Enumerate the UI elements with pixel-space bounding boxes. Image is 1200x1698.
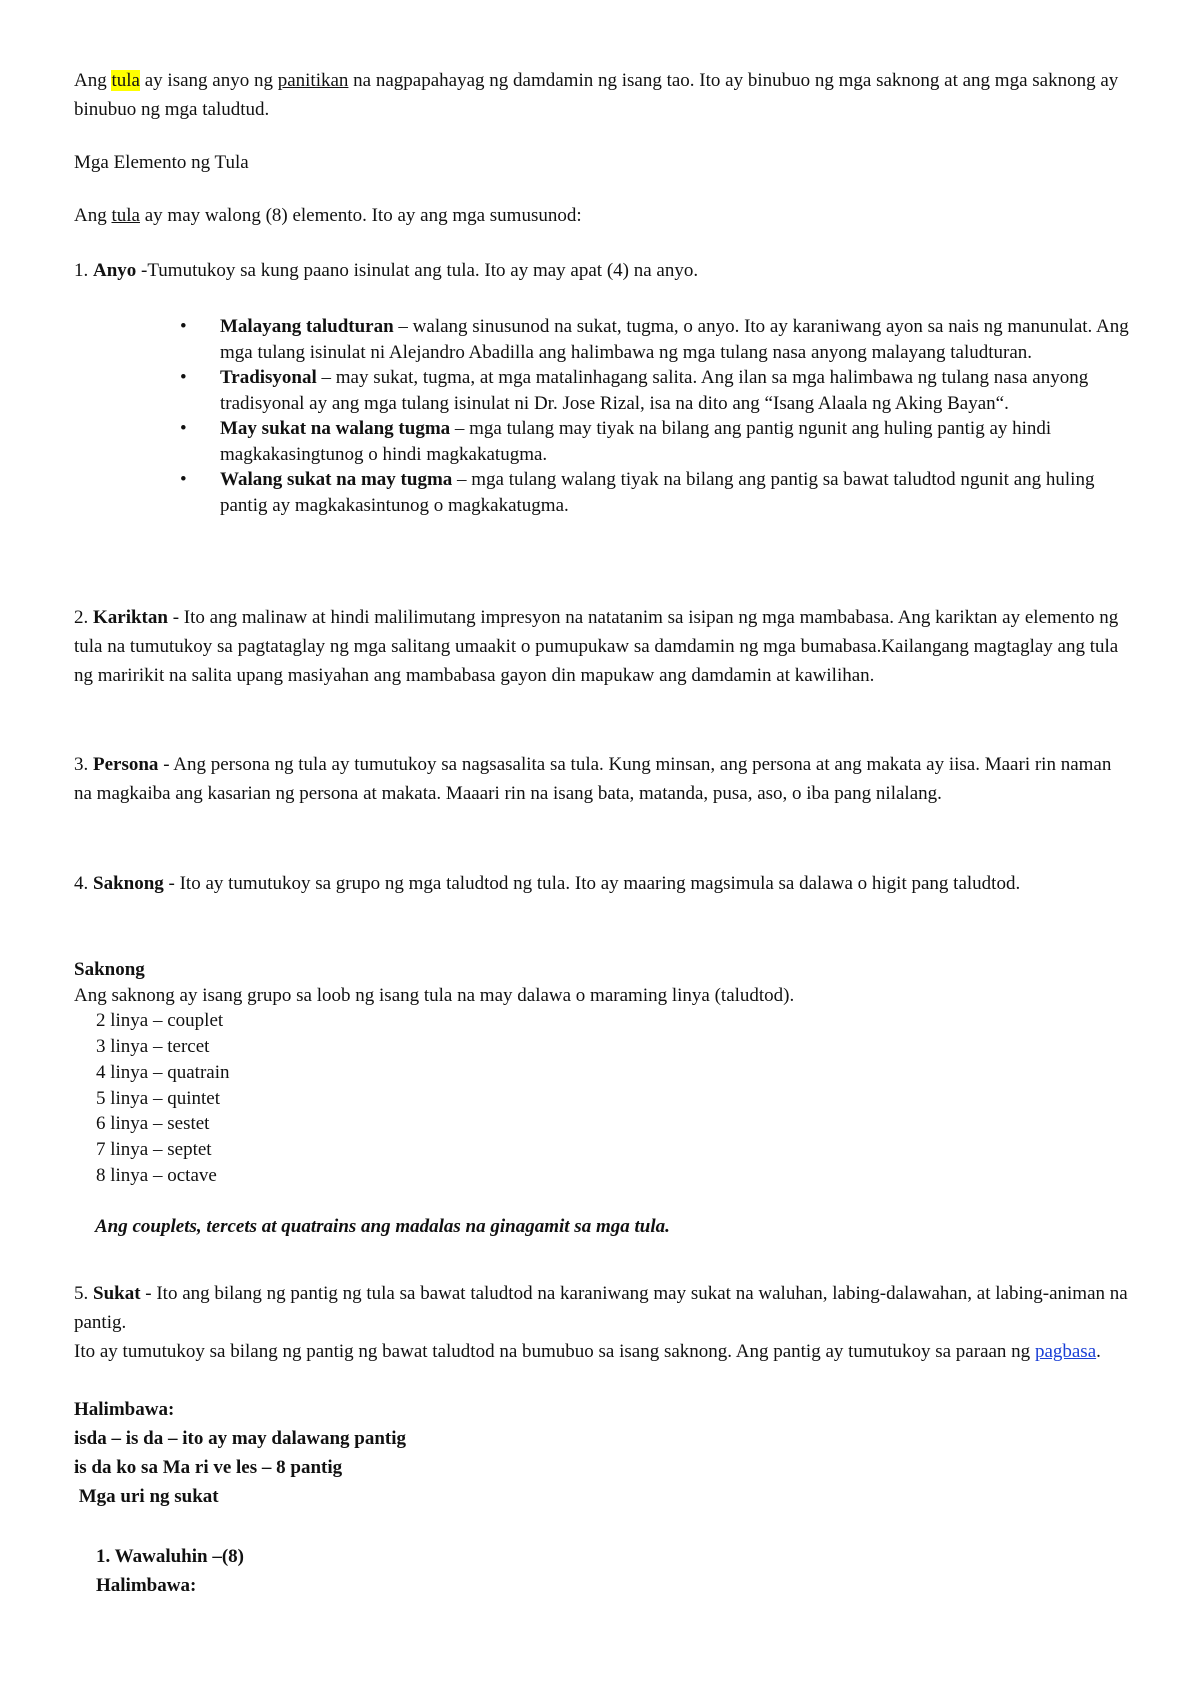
anyo-text: -Tumutukoy sa kung paano isinulat ang tula. Ito ay may apat (4) na anyo.: [141, 260, 699, 281]
bullet-icon: •: [180, 367, 187, 388]
element-sukat: [74, 1279, 1134, 1366]
list-item: 8 linya – octave: [96, 1164, 217, 1186]
saknong-text: - Ito ay tumutukoy sa grupo ng mga taludtod ng tula. Ito ay maaring magsimula sa dalawa o higit pang taludtod.: [168, 873, 1021, 894]
sukat-number: 5.: [74, 1283, 89, 1304]
bullet-term: Malayang taludturan: [220, 316, 394, 337]
kariktan-text: - Ito ang malinaw at hindi malilimutang impresyon na natatanim sa isipan ng mga mambabasa. Ang kariktan ay elemento ng tula na tumutukoy sa pagtataglay ng mga salitang umaakit o pumupukaw sa damdamin ng mga bumabasa.Kailangang magtaglay ang tula ng maririkit na salita upang masiyahan ang mambabasa gayon din mapukaw ang damdamin at kawilihan.: [74, 607, 1119, 686]
persona-text: - Ang persona ng tula ay tumutukoy sa nagsasalita sa tula. Kung minsan, ang persona at ang makata ay iisa. Maari rin naman na magkaiba ang kasarian ng persona at makata. Maaari rin na isang bata, matanda, pusa, aso, o iba pang nilalang.: [74, 754, 1112, 804]
example-line: isda – is da – ito ay may dalawang pantig: [74, 1428, 407, 1449]
pagbasa-link[interactable]: pagbasa: [1034, 1341, 1097, 1362]
elements-word-ang: Ang: [74, 205, 107, 226]
saknong-subheading: Saknong: [74, 959, 145, 980]
sukat-period: .: [1096, 1341, 1101, 1362]
list-item: 4 linya – quatrain: [96, 1061, 230, 1083]
intro-text-rest: na nagpapahayag ng damdamin ng isang tao. Ito ay binubuo ng mga saknong at ang mga saknong ay binubuo ng mga taludtud.: [74, 70, 1119, 120]
sukat-type-item: 1. Wawaluhin –(8): [96, 1546, 244, 1567]
saknong-definition: Ang saknong ay isang grupo sa loob ng isang tula na may dalawa o maraming linya (taludtod).: [74, 984, 795, 1006]
saknong-note: Ang couplets, tercets at quatrains ang madalas na ginagamit sa mga tula.: [95, 1216, 670, 1237]
bullet-term: May sukat na walang tugma: [220, 418, 451, 439]
elements-intro-text: ay may walong (8) elemento. Ito ay ang mga sumusunod:: [144, 205, 582, 226]
bullet-icon: •: [180, 469, 187, 490]
bullet-text: – walang sinusunod na sukat, tugma, o anyo. Ito ay karaniwang ayon sa nais ng manunulat. Ang mga tulang isinulat ni Alejandro Abadilla ang halimbawa ng mga tulang nasa anyong malayang taludturan.: [220, 316, 1129, 363]
underlined-term-panitikan: panitikan: [277, 70, 349, 91]
sukat-text-2: Ito ay tumutukoy sa bilang ng pantig ng bawat taludtod na bumubuo sa isang saknong. Ang pantig ay tumutukoy sa paraan ng: [74, 1341, 1031, 1362]
example-line: Mga uri ng sukat: [74, 1486, 219, 1507]
saknong-number: 4.: [74, 873, 89, 894]
intro-word-ang: Ang: [74, 70, 107, 91]
sukat-title: Sukat: [93, 1283, 141, 1304]
highlighted-term-tula: tula: [111, 70, 140, 91]
sukat-text: - Ito ang bilang ng pantig ng tula sa bawat taludtod na karaniwang may sukat na waluhan, labing-dalawahan, at labing-animan na pantig.: [74, 1283, 1128, 1333]
list-item: [180, 314, 1130, 365]
sukat-types: [96, 1542, 244, 1600]
list-item: 6 linya – sestet: [96, 1113, 210, 1135]
list-item: 2 linya – couplet: [96, 1010, 224, 1032]
example-line: is da ko sa Ma ri ve les – 8 pantig: [74, 1457, 343, 1478]
bullet-icon: •: [180, 418, 187, 439]
bullet-text: – may sukat, tugma, at mga matalinhagang salita. Ang ilan sa mga halimbawa ng tulang nasa anyong tradisyonal ay ang mga tulang isinulat ni Dr. Jose Rizal, isa na dito ang “Isang Alaala ng Aking Bayan“.: [220, 367, 1089, 414]
list-item: 5 linya – quintet: [96, 1087, 221, 1109]
anyo-number: 1.: [74, 260, 89, 281]
element-saknong: [74, 869, 1134, 898]
bullet-term: Walang sukat na may tugma: [220, 469, 453, 490]
sukat-examples: [74, 1395, 1134, 1511]
list-item: [180, 365, 1130, 416]
bullet-icon: •: [180, 316, 187, 337]
element-kariktan: [74, 603, 1134, 690]
persona-number: 3.: [74, 754, 89, 775]
anyo-title: Anyo: [93, 260, 137, 281]
bullet-text: – mga tulang may tiyak na bilang ang pantig ngunit ang huling pantig ay hindi magkakasingtunog o hindi magkakatugma.: [220, 418, 1052, 465]
list-item: 3 linya – tercet: [96, 1036, 210, 1058]
kariktan-title: Kariktan: [93, 607, 168, 628]
example-line: Halimbawa:: [74, 1399, 175, 1420]
list-item: 7 linya – septet: [96, 1138, 212, 1160]
bullet-text: – mga tulang walang tiyak na bilang ang pantig sa bawat taludtod ngunit ang huling pantig ay magkakasintunog o magkakatugma.: [220, 469, 1095, 516]
list-item: [180, 416, 1130, 467]
elements-intro: [74, 201, 1134, 230]
saknong-block: [74, 957, 1134, 1188]
anyo-bullet-list: [180, 314, 1130, 518]
intro-paragraph: [74, 66, 1134, 124]
bullet-term: Tradisyonal: [220, 367, 317, 388]
sukat-type-example: Halimbawa:: [96, 1575, 197, 1596]
list-item: [180, 467, 1130, 518]
intro-text: ay isang anyo ng: [144, 70, 273, 91]
saknong-title: Saknong: [93, 873, 164, 894]
section-heading: Mga Elemento ng Tula: [74, 152, 249, 173]
underlined-term-tula: tula: [111, 205, 140, 226]
element-anyo: [74, 256, 1134, 285]
persona-title: Persona: [93, 754, 159, 775]
kariktan-number: 2.: [74, 607, 89, 628]
element-persona: [74, 750, 1134, 808]
